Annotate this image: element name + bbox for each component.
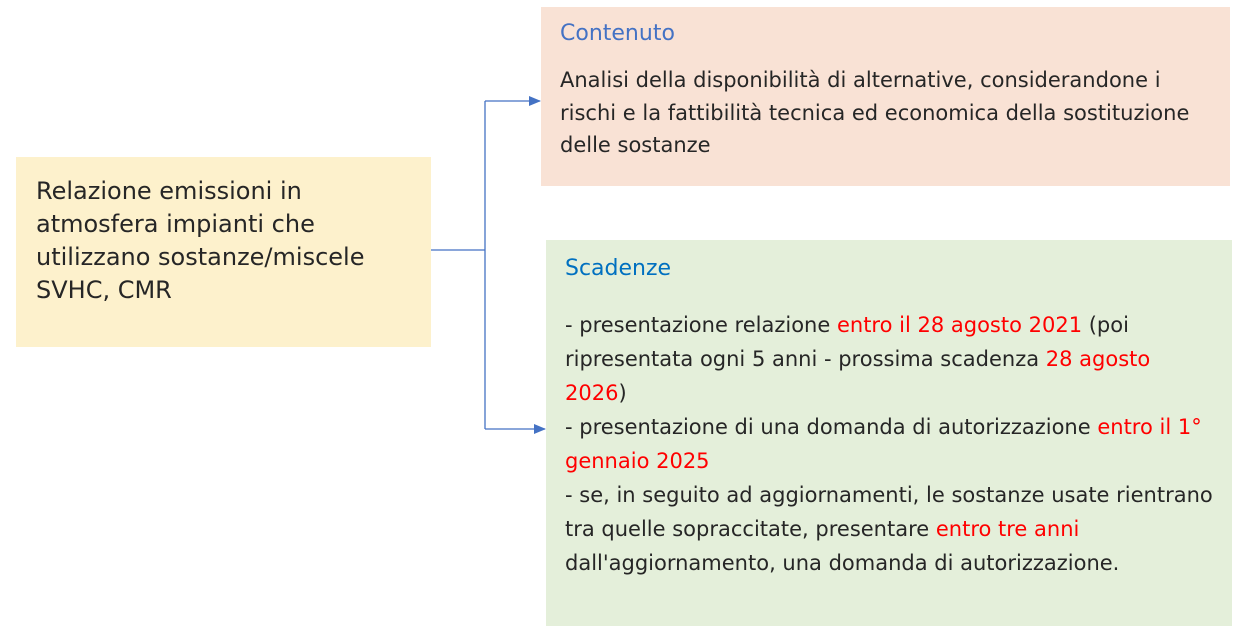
deadline-item-authorization [565, 410, 1218, 478]
deadline-text: ) [618, 381, 627, 405]
deadline-highlight: entro il 28 agosto 2021 [836, 313, 1083, 337]
content-box-body: Analisi della disponibilità di alternative, considerandone i rischi e la fattibilità tecnica ed economica della sostituzione delle sostanze [560, 68, 1190, 157]
deadline-text: - se, in seguito ad aggiornamenti, le sostanze usate rientrano tra quelle sopraccitate, presentare [565, 483, 1213, 541]
report-box [16, 157, 431, 347]
report-box-text: Relazione emissioni in atmosfera impianti che utilizzano sostanze/miscele SVHC, CMR [36, 177, 365, 304]
deadlines-box-title: Scadenze [565, 256, 672, 281]
deadlines-box-body [565, 308, 1218, 580]
deadlines-box [546, 240, 1232, 626]
content-box-title: Contenuto [560, 21, 675, 46]
deadline-highlight: entro tre anni [935, 517, 1080, 541]
deadline-item-report [565, 308, 1218, 410]
content-box [541, 7, 1230, 186]
deadline-text: dall'aggiornamento, una domanda di autorizzazione. [565, 551, 1120, 575]
deadline-text: - presentazione di una domanda di autorizzazione [565, 415, 1098, 439]
deadline-highlight: entro il 1° gennaio 2025 [565, 415, 1202, 473]
deadline-text: (poi ripresentata ogni 5 anni - prossima scadenza [565, 313, 1129, 371]
deadline-item-update [565, 478, 1218, 580]
deadline-text: - presentazione relazione [565, 313, 837, 337]
deadline-highlight: 28 agosto 2026 [565, 347, 1151, 405]
